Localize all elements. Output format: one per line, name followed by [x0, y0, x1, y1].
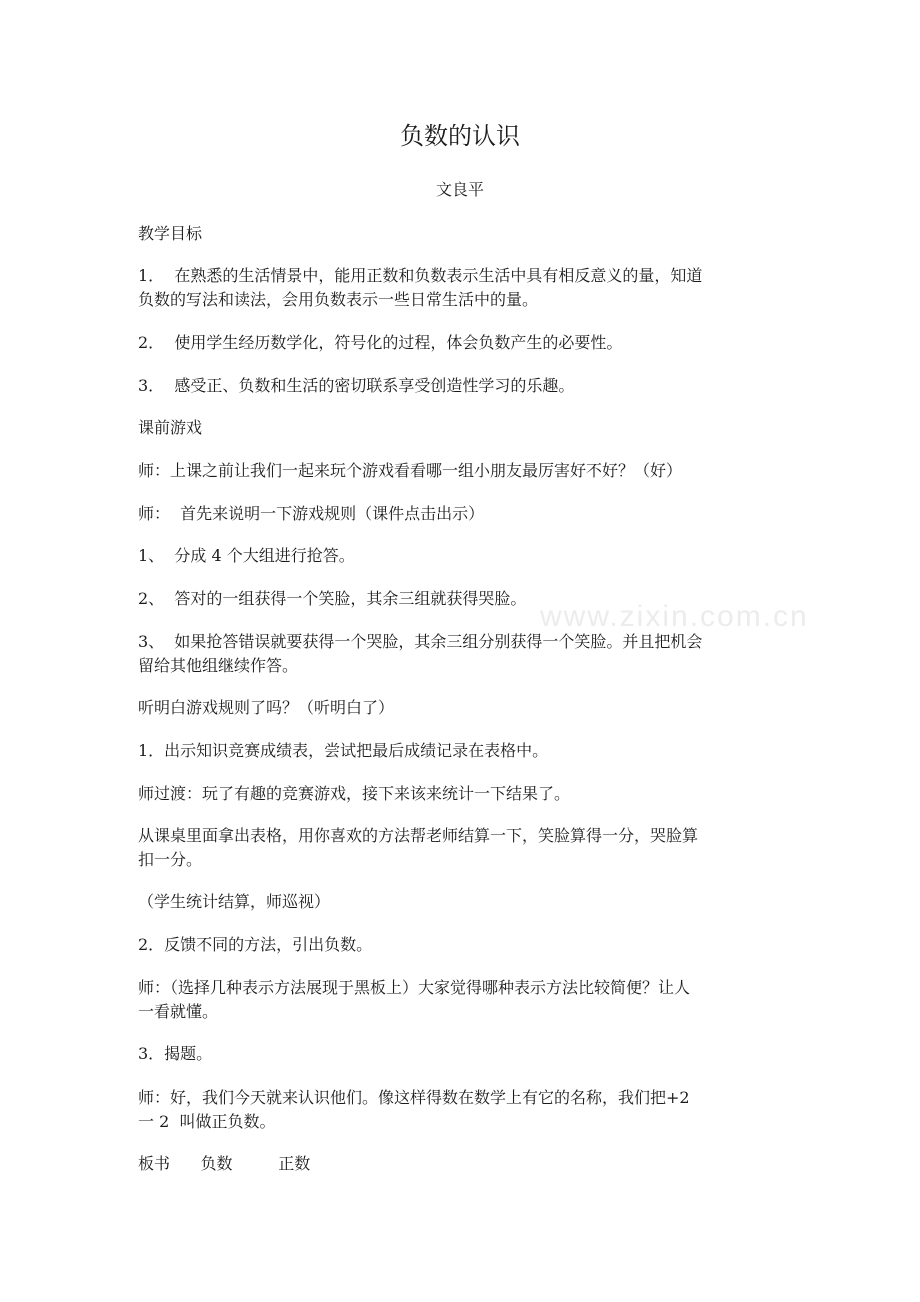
paragraph-line: 留给其他组继续作答。: [138, 656, 299, 675]
dialogue-teacher-2: [138, 502, 788, 526]
paragraph-line: 扣一分。: [138, 850, 203, 869]
paragraph-line: 3．揭题。: [138, 1044, 213, 1063]
rule-item-2: [138, 587, 788, 611]
paragraph-line: 师： 首先来说明一下游戏规则（课件点击出示）: [138, 504, 485, 523]
paragraph-line: 3、 如果抢答错误就要获得一个哭脸，其余三组分别获得一个笑脸。并且把机会: [138, 632, 703, 651]
section-heading-game: [138, 416, 788, 440]
paragraph-line: 3． 感受正、负数和生活的密切联系享受创造性学习的乐趣。: [138, 376, 575, 395]
paragraph-line: 师：上课之前让我们一起来玩个游戏看看哪一组小朋友最厉害好不好？（好）: [138, 461, 683, 480]
paragraph-line: 课前游戏: [138, 418, 203, 437]
dialogue-teacher-1: [138, 459, 788, 483]
paragraph-line: 一看就懂。: [138, 1002, 219, 1021]
document-author: 文良平: [435, 180, 484, 199]
step-item-1: [138, 739, 788, 763]
objective-item-3: [138, 374, 788, 398]
section-heading-objectives: [138, 222, 788, 246]
paragraph-line: 负数的写法和读法，会用负数表示一些日常生活中的量。: [138, 290, 539, 309]
paragraph-line: 1、 分成 4 个大组进行抢答。: [138, 546, 355, 565]
instruction-paragraph: [138, 824, 788, 872]
paragraph-line: 师过渡：玩了有趣的竞赛游戏，接下来该来统计一下结果了。: [138, 784, 571, 803]
step-item-2: [138, 933, 788, 957]
dialogue-question: [138, 696, 788, 720]
paragraph-line: 教学目标: [138, 224, 203, 243]
dialogue-transition: [138, 782, 788, 806]
paragraph-line: 师：（选择几种表示方法展现于黑板上）大家觉得哪种表示方法比较简便？让人: [138, 978, 691, 997]
document-title: 负数的认识: [400, 122, 520, 150]
paragraph-line: （学生统计结算，师巡视）: [138, 892, 331, 911]
paragraph-line: 2．反馈不同的方法，引出负数。: [138, 935, 373, 954]
paragraph-line: 板书 负数 正数: [138, 1154, 311, 1173]
paragraph-line: 一 2 叫做正负数。: [138, 1112, 276, 1131]
student-activity-note: [138, 890, 788, 914]
paragraph-line: 听明白游戏规则了吗？（听明白了）: [138, 698, 395, 717]
dialogue-teacher-3: [138, 976, 788, 1024]
paragraph-line: 1． 在熟悉的生活情景中，能用正数和负数表示生活中具有相反意义的量，知道: [138, 266, 703, 285]
paragraph-line: 师：好，我们今天就来认识他们。像这样得数在数学上有它的名称，我们把+2: [138, 1088, 690, 1107]
rule-item-3: [138, 630, 788, 678]
paragraph-line: 2、 答对的一组获得一个笑脸，其余三组就获得哭脸。: [138, 589, 527, 608]
rule-item-1: [138, 544, 788, 568]
step-item-3: [138, 1042, 788, 1066]
blackboard-note: [138, 1152, 788, 1176]
dialogue-teacher-4: [138, 1086, 788, 1134]
objective-item-1: [138, 264, 788, 312]
paragraph-line: 2． 使用学生经历数学化，符号化的过程，体会负数产生的必要性。: [138, 333, 623, 352]
watermark: www.zixin.com.cn: [540, 600, 809, 633]
paragraph-line: 从课桌里面拿出表格，用你喜欢的方法帮老师结算一下，笑脸算得一分，哭脸算: [138, 826, 699, 845]
objective-item-2: [138, 331, 788, 355]
paragraph-line: 1．出示知识竞赛成绩表，尝试把最后成绩记录在表格中。: [138, 741, 549, 760]
